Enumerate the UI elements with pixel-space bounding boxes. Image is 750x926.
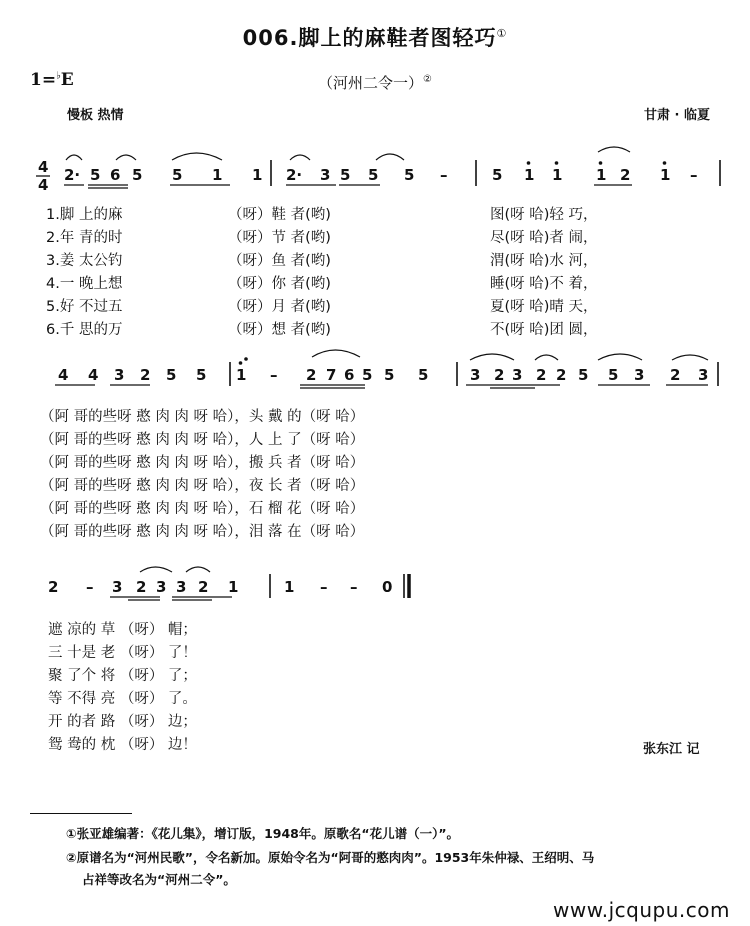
note: 6 — [110, 166, 121, 184]
lyric-line: 渭(呀 哈)水 河， — [490, 253, 598, 269]
note: 2· — [64, 166, 81, 184]
note: 5 — [368, 166, 379, 184]
subtitle: （河州二令一）② — [318, 74, 432, 92]
subtitle-footnote-mark: ② — [423, 74, 432, 85]
lyric-line: （呀）你 者(哟) — [228, 276, 331, 292]
note: 5 — [384, 366, 395, 384]
lyric-line: 尽(呀 哈)者 闹， — [490, 230, 598, 246]
note: – — [270, 366, 278, 384]
lyric-line: 3.姜 太公钓 — [46, 253, 123, 269]
lyric-line: 2.年 青的时 — [46, 230, 123, 246]
note: 3 — [176, 578, 187, 596]
time-signature-bottom: 4 — [38, 176, 49, 194]
note: 3 — [112, 578, 123, 596]
note: 3 — [634, 366, 645, 384]
lyric-line: 等 不得 亮 （呀） 了。 — [48, 691, 197, 707]
note: 2 — [620, 166, 631, 184]
lyric-line: （阿 哥的些呀 憨 肉 肉 呀 哈），夜 长 者（呀 哈） — [40, 478, 365, 494]
note: 3 — [320, 166, 331, 184]
note: 5 — [418, 366, 429, 384]
tempo-marking: 慢板 热情 — [67, 108, 124, 123]
lyric-line: （阿 哥的些呀 憨 肉 肉 呀 哈），石 榴 花（呀 哈） — [40, 501, 365, 517]
origin-label: 甘肃 · 临夏 — [644, 108, 710, 123]
note: 5 — [196, 366, 207, 384]
note: 1 — [596, 166, 607, 184]
note: 5 — [492, 166, 503, 184]
lyric-line: 图(呀 哈)轻 巧， — [490, 207, 598, 223]
note: 5 — [578, 366, 589, 384]
note: 3 — [470, 366, 481, 384]
note: 2 — [140, 366, 151, 384]
lyric-line: 1.脚 上的麻 — [46, 207, 123, 223]
high-octave-dot — [599, 161, 603, 165]
melody-line-1 — [64, 161, 698, 184]
note: 2 — [536, 366, 547, 384]
note: 1 — [252, 166, 263, 184]
melody-line-2 — [58, 361, 708, 384]
note: 3 — [156, 578, 167, 596]
song-title: 006.脚上的麻鞋者图轻巧① — [242, 26, 508, 50]
note: – — [86, 578, 94, 596]
footnote-divider — [30, 813, 132, 814]
lyric-line: 不(呀 哈)团 圆， — [490, 322, 598, 338]
note: – — [440, 166, 448, 184]
high-octave-dot — [527, 161, 531, 165]
note: 5 — [340, 166, 351, 184]
transcriber-credit: 张东江 记 — [643, 742, 700, 757]
note: 1 — [212, 166, 223, 184]
note: 3 — [512, 366, 523, 384]
note: 1 — [284, 578, 295, 596]
note: 1 — [660, 166, 671, 184]
note: 2 — [494, 366, 505, 384]
note: 4 — [88, 366, 99, 384]
lyric-line: （呀）节 者(哟) — [228, 230, 331, 246]
lyric-line: 6.千 思的万 — [46, 322, 123, 338]
note: – — [320, 578, 328, 596]
note: 5 — [608, 366, 619, 384]
note: 7 — [326, 366, 337, 384]
lyric-line: 夏(呀 哈)晴 天， — [490, 299, 598, 315]
footnote-2: ②原谱名为“河州民歌”，令名新加。原始令名为“阿哥的憨肉肉”。1953年朱仲禄、王绍明、马 — [66, 850, 595, 865]
note: 6 — [344, 366, 355, 384]
lyric-line: （呀）鞋 者(哟) — [228, 207, 331, 223]
lyric-line: （呀）鱼 者(哟) — [228, 253, 331, 269]
note: 5 — [90, 166, 101, 184]
high-octave-dot — [663, 161, 667, 165]
flat-sign: ♭ — [56, 70, 61, 82]
note: 5 — [172, 166, 183, 184]
note: – — [690, 166, 698, 184]
lyric-line: 4.一 晚上想 — [46, 276, 123, 292]
lyric-line: （呀）想 者(哟) — [228, 322, 331, 338]
note: 5 — [132, 166, 143, 184]
note: 0 — [382, 578, 393, 596]
note: 3 — [114, 366, 125, 384]
note: 2· — [286, 166, 303, 184]
lyric-line: 遮 凉的 草 （呀） 帽； — [48, 622, 197, 638]
note: 5 — [166, 366, 177, 384]
lyric-line: 开 的者 路 （呀） 边； — [48, 714, 197, 730]
note: 5 — [362, 366, 373, 384]
note: 2 — [306, 366, 317, 384]
title-footnote-mark: ① — [496, 27, 508, 40]
note: 1 — [236, 366, 247, 384]
key-signature: 1=♭E — [30, 70, 74, 90]
lyric-line: （阿 哥的些呀 憨 肉 肉 呀 哈），泪 落 在（呀 哈） — [40, 524, 365, 540]
melody-line-3 — [48, 578, 392, 596]
note: 2 — [48, 578, 59, 596]
lyric-line: 5.好 不过五 — [46, 299, 123, 315]
lyric-line: 鸳 鸯的 枕 （呀） 边！ — [48, 737, 197, 753]
note: 2 — [136, 578, 147, 596]
note: – — [350, 578, 358, 596]
note: 2 — [198, 578, 209, 596]
note: 3 — [698, 366, 709, 384]
lyric-line: 睡(呀 哈)不 着， — [490, 276, 598, 292]
watermark: www.jcqupu.com — [553, 898, 730, 922]
high-octave-dot — [239, 361, 243, 365]
note: 5 — [404, 166, 415, 184]
footnote-2-continued: 占祥等改名为“河州二令”。 — [82, 872, 236, 887]
lyric-line: （阿 哥的些呀 憨 肉 肉 呀 哈），头 戴 的（呀 哈） — [40, 409, 365, 425]
note: 1 — [552, 166, 563, 184]
high-octave-dot — [555, 161, 559, 165]
lyric-line: （呀）月 者(哟) — [228, 299, 331, 315]
lyric-line: 三 十是 老 （呀） 了！ — [48, 645, 197, 661]
lyric-line: 聚 了个 将 （呀） 了； — [48, 668, 197, 684]
lyric-line: （阿 哥的些呀 憨 肉 肉 呀 哈），搬 兵 者（呀 哈） — [40, 455, 365, 471]
time-signature-top: 4 — [38, 158, 49, 176]
lyric-line: （阿 哥的些呀 憨 肉 肉 呀 哈），人 上 了（呀 哈） — [40, 432, 365, 448]
note: 1 — [524, 166, 535, 184]
note: 1 — [228, 578, 239, 596]
note: 2 — [670, 366, 681, 384]
note: 4 — [58, 366, 69, 384]
note: 2 — [556, 366, 567, 384]
footnote-1: ①张亚雄编著：《花儿集》，增订版，1948年。原歌名“花儿谱（一）”。 — [66, 826, 460, 841]
